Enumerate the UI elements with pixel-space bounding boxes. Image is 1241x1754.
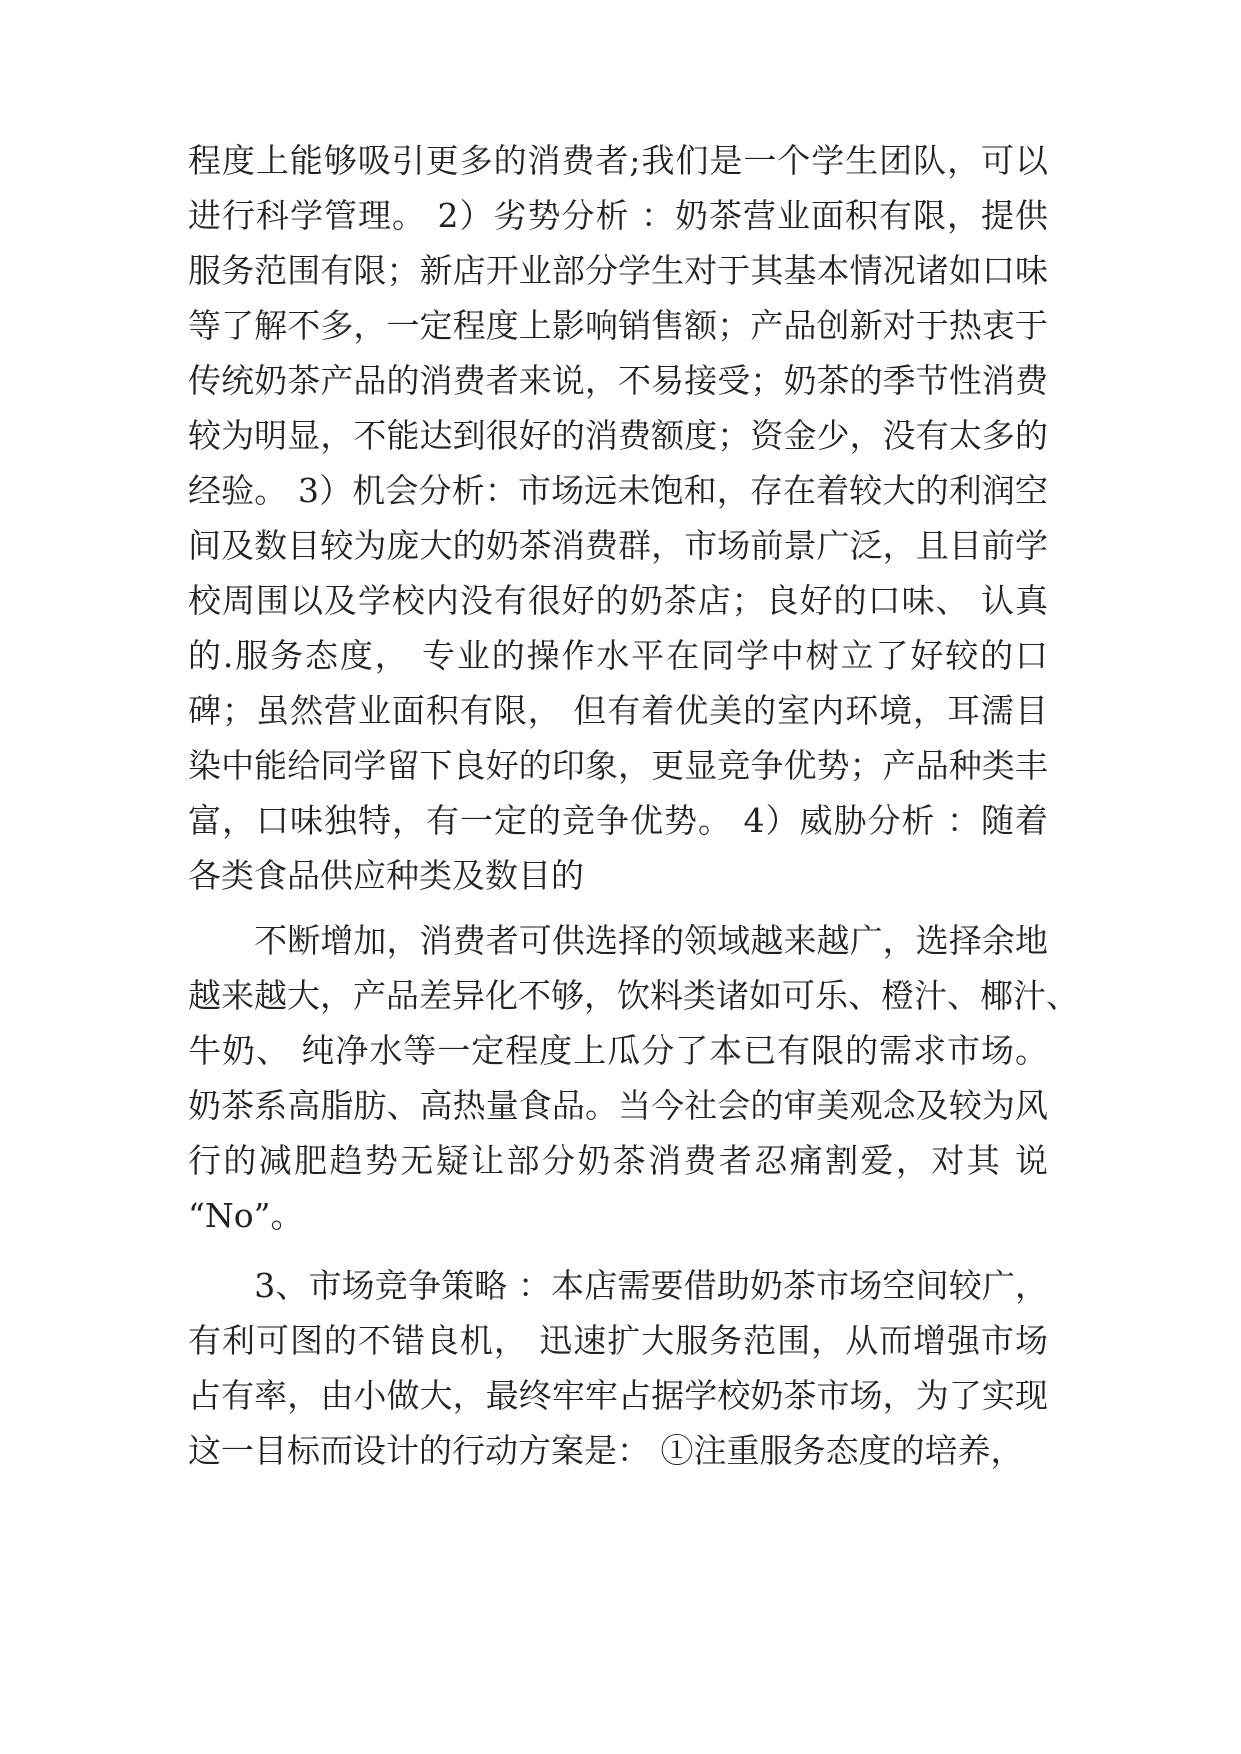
text-line: 越来越大，产品差异化不够，饮料类诸如可乐、橙汁、椰汁、 [188,976,1079,1015]
text-line: 富，口味独特，有一定的竞争优势。 4）威胁分析 ：随着 [188,801,1048,840]
text-line: 染中能给同学留下良好的印象，更显竞争优势；产品种类丰 [188,746,1048,785]
text-line: “No”。 [188,1196,304,1235]
text-line: 各类食品供应种类及数目的 [188,856,584,895]
text-line: 行的减肥趋势无疑让部分奶茶消费者忍痛割爱，对其 说 [188,1141,1048,1180]
text-line: 占有率，由小做大，最终牢牢占据学校奶茶市场，为了实现 [188,1376,1048,1415]
text-line: 服务范围有限；新店开业部分学生对于其基本情况诸如口味 [188,251,1048,290]
text-line: 间及数目较为庞大的奶茶消费群，市场前景广泛，且目前学 [188,526,1048,565]
text-line: 等了解不多，一定程度上影响销售额；产品创新对于热衷于 [188,306,1048,345]
text-line: 进行科学管理。 2）劣势分析 ：奶茶营业面积有限，提供 [188,196,1048,235]
text-line: 较为明显，不能达到很好的消费额度；资金少，没有太多的 [188,416,1048,455]
text-line: 碑；虽然营业面积有限， 但有着优美的室内环境，耳濡目 [188,691,1048,730]
text-line: 奶茶系高脂肪、高热量食品。当今社会的审美观念及较为风 [188,1086,1048,1125]
text-line: 3、市场竞争策略 ：本店需要借助奶茶市场空间较广， [188,1266,1048,1305]
text-line: 不断增加，消费者可供选择的领域越来越广，选择余地 [188,921,1048,960]
text-line: 程度上能够吸引更多的消费者;我们是一个学生团队，可以 [188,141,1048,180]
text-line: 这一目标而设计的行动方案是： ①注重服务态度的培养， [188,1431,1024,1470]
text-line: 传统奶茶产品的消费者来说，不易接受；奶茶的季节性消费 [188,361,1048,400]
text-line: 校周围以及学校内没有很好的奶茶店；良好的口味、 认真 [188,581,1048,620]
text-line: 牛奶、 纯净水等一定程度上瓜分了本已有限的需求市场。 [188,1031,1048,1070]
text-line: 经验。 3）机会分析：市场远未饱和，存在着较大的利润空 [188,471,1048,510]
text-line: 的.服务态度， 专业的操作水平在同学中树立了好较的口 [188,636,1048,675]
text-line: 有利可图的不错良机， 迅速扩大服务范围，从而增强市场 [188,1321,1048,1360]
